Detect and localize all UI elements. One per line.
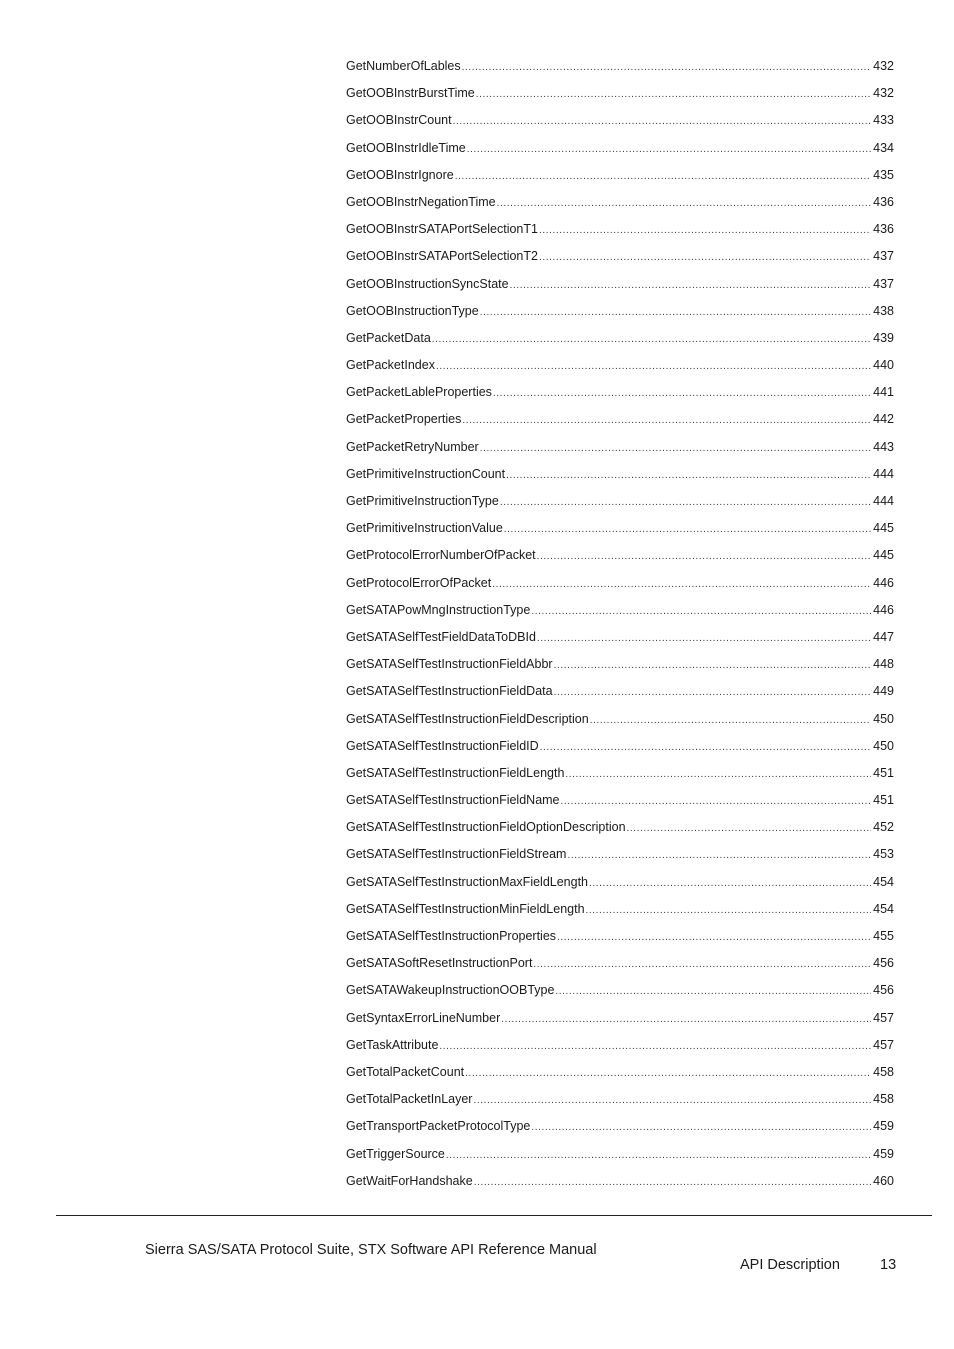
toc-entry[interactable] — [346, 599, 894, 626]
toc-entry-label[interactable]: GetProtocolErrorOfPacket — [346, 575, 492, 590]
toc-dot-leader — [497, 193, 872, 215]
toc-entry[interactable] — [346, 109, 894, 136]
toc-entry[interactable] — [346, 843, 894, 870]
toc-entry-label[interactable]: GetOOBInstrNegationTime — [346, 194, 496, 209]
toc-entry[interactable] — [346, 327, 894, 354]
toc-dot-leader — [453, 111, 872, 133]
toc-entry[interactable] — [346, 1061, 894, 1088]
toc-dot-leader — [439, 1036, 871, 1058]
toc-entry[interactable] — [346, 1143, 894, 1170]
toc-entry-label[interactable]: GetTaskAttribute — [346, 1037, 439, 1052]
toc-entry[interactable] — [346, 218, 894, 245]
toc-entry-label[interactable]: GetSATASelfTestInstructionFieldOptionDescription — [346, 820, 626, 835]
toc-entry-page-number[interactable]: 445 — [873, 548, 894, 563]
toc-entry-page-number[interactable]: 444 — [873, 466, 894, 481]
toc-dot-leader — [432, 329, 871, 351]
toc-dot-leader — [476, 84, 871, 106]
toc-entry[interactable] — [346, 1007, 894, 1034]
toc-entry-page-number[interactable]: 457 — [873, 1037, 894, 1052]
toc-entry-page-number[interactable]: 432 — [873, 86, 894, 101]
toc-entry-label[interactable]: GetTriggerSource — [346, 1146, 445, 1161]
toc-dot-leader — [455, 166, 871, 188]
toc-entry-label[interactable]: GetSATASelfTestInstructionFieldStream — [346, 847, 567, 862]
toc-entry[interactable] — [346, 898, 894, 925]
toc-entry-page-number[interactable]: 432 — [873, 59, 894, 73]
toc-entry-label[interactable]: GetPrimitiveInstructionType — [346, 494, 499, 508]
toc-entry-label[interactable]: GetOOBInstrIdleTime — [346, 140, 466, 155]
toc-entry-label[interactable]: GetProtocolErrorNumberOfPacket — [346, 548, 536, 563]
toc-entry-page-number[interactable]: 445 — [873, 521, 894, 536]
toc-dot-leader — [436, 356, 871, 378]
toc-entry[interactable] — [346, 708, 894, 735]
toc-entry[interactable] — [346, 137, 894, 164]
toc-entry-page-number[interactable]: 433 — [873, 113, 894, 128]
toc-dot-leader — [537, 546, 871, 568]
toc-entry-page-number[interactable]: 454 — [873, 874, 894, 889]
toc-entry-page-number[interactable]: 437 — [873, 276, 894, 291]
toc-entry-label[interactable]: GetSATASelfTestInstructionFieldData — [346, 684, 553, 699]
toc-entry[interactable] — [346, 1170, 894, 1197]
toc-dot-leader — [590, 710, 871, 732]
toc-dot-leader — [474, 1172, 871, 1194]
toc-dot-leader — [492, 574, 871, 596]
toc-entry[interactable] — [346, 572, 894, 599]
toc-dot-leader — [506, 465, 871, 487]
toc-entry-page-number[interactable]: 447 — [873, 629, 894, 644]
toc-entry-page-number[interactable]: 442 — [873, 412, 894, 427]
toc-dot-leader — [565, 764, 871, 786]
toc-entry-label[interactable]: GetTotalPacketCount — [346, 1064, 465, 1079]
toc-entry-label[interactable]: GetPrimitiveInstructionCount — [346, 466, 506, 481]
toc-entry-page-number[interactable]: 460 — [873, 1173, 894, 1188]
toc-entry-label[interactable]: GetOOBInstrSATAPortSelectionT1 — [346, 222, 538, 237]
footer-section-name: API Description — [740, 1257, 840, 1273]
toc-entry-page-number[interactable]: 458 — [873, 1092, 894, 1107]
toc-entry-page-number[interactable]: 440 — [873, 358, 894, 373]
toc-entry[interactable] — [346, 517, 894, 544]
toc-entry[interactable] — [346, 300, 894, 327]
toc-entry-page-number[interactable]: 441 — [873, 385, 894, 400]
toc-entry-page-number[interactable]: 446 — [873, 575, 894, 590]
toc-entry-page-number[interactable]: 454 — [873, 901, 894, 916]
toc-entry-page-number[interactable]: 434 — [873, 140, 894, 155]
toc-entry-page-number[interactable]: 436 — [873, 194, 894, 209]
toc-entry-page-number[interactable]: 451 — [873, 793, 894, 808]
toc-dot-leader — [531, 601, 871, 623]
toc-entry-label[interactable]: GetSyntaxErrorLineNumber — [346, 1010, 501, 1025]
toc-entry[interactable] — [346, 762, 894, 789]
toc-entry-page-number[interactable]: 459 — [873, 1146, 894, 1161]
toc-dot-leader — [480, 438, 871, 460]
footer-divider — [56, 1215, 932, 1216]
toc-dot-leader — [537, 628, 871, 650]
toc-dot-leader — [500, 492, 871, 514]
table-of-contents — [346, 55, 894, 1197]
toc-dot-leader — [531, 1117, 871, 1139]
toc-entry[interactable] — [346, 653, 894, 680]
toc-entry[interactable] — [346, 1115, 894, 1142]
toc-entry-page-number[interactable]: 451 — [873, 765, 894, 780]
toc-dot-leader — [473, 1090, 871, 1112]
toc-entry[interactable] — [346, 164, 894, 191]
toc-entry-page-number[interactable]: 457 — [873, 1010, 894, 1025]
footer-page-number: 13 — [880, 1257, 897, 1273]
toc-dot-leader — [465, 1063, 871, 1085]
toc-entry[interactable] — [346, 544, 894, 571]
toc-entry-label[interactable]: GetSATASelfTestInstructionProperties — [346, 929, 557, 943]
toc-entry-page-number[interactable]: 455 — [873, 929, 894, 943]
toc-entry-label[interactable]: GetPacketData — [346, 330, 431, 345]
toc-dot-leader — [480, 302, 871, 324]
toc-entry[interactable] — [346, 1034, 894, 1061]
toc-entry-label[interactable]: GetSATASelfTestInstructionMaxFieldLength — [346, 874, 589, 889]
toc-entry-label[interactable]: GetOOBInstructionSyncState — [346, 276, 509, 291]
toc-entry[interactable] — [346, 816, 894, 843]
toc-entry-label[interactable]: GetSATASelfTestInstructionFieldDescription — [346, 711, 589, 726]
toc-entry[interactable] — [346, 191, 894, 218]
footer-document-title: Sierra SAS/SATA Protocol Suite, STX Software API Reference Manual — [145, 1242, 597, 1258]
toc-dot-leader — [446, 1145, 871, 1167]
toc-entry-page-number[interactable]: 458 — [873, 1064, 894, 1079]
toc-entry-page-number[interactable]: 436 — [873, 222, 894, 237]
toc-entry-page-number[interactable]: 450 — [873, 738, 894, 753]
toc-entry[interactable] — [346, 354, 894, 381]
toc-entry-label[interactable]: GetSATASoftResetInstructionPort — [346, 956, 533, 971]
toc-entry[interactable] — [346, 952, 894, 979]
toc-dot-leader — [493, 383, 871, 405]
toc-dot-leader — [539, 247, 871, 269]
toc-entry-label[interactable]: GetTotalPacketInLayer — [346, 1092, 473, 1107]
toc-entry-label[interactable]: GetSATAWakeupInstructionOOBType — [346, 983, 555, 998]
toc-entry-page-number[interactable]: 448 — [873, 657, 894, 672]
toc-entry[interactable] — [346, 273, 894, 300]
toc-entry[interactable] — [346, 436, 894, 463]
toc-entry-label[interactable]: GetSATASelfTestInstructionFieldLength — [346, 765, 565, 780]
toc-entry-label[interactable]: GetOOBInstrCount — [346, 113, 452, 128]
toc-entry-page-number[interactable]: 439 — [873, 330, 894, 345]
toc-entry-page-number[interactable]: 453 — [873, 847, 894, 862]
toc-dot-leader — [462, 410, 871, 432]
toc-entry-label[interactable]: GetTransportPacketProtocolType — [346, 1119, 531, 1134]
toc-dot-leader — [589, 873, 871, 895]
toc-dot-leader — [533, 954, 871, 976]
toc-entry[interactable] — [346, 871, 894, 898]
toc-entry-page-number[interactable]: 435 — [873, 167, 894, 182]
toc-entry-label[interactable]: GetSATASelfTestFieldDataToDBId — [346, 629, 536, 644]
toc-entry-label[interactable]: GetPacketRetryNumber — [346, 439, 479, 454]
toc-dot-leader — [539, 220, 871, 242]
toc-dot-leader — [554, 655, 872, 677]
toc-dot-leader — [504, 519, 871, 541]
toc-dot-leader — [501, 1009, 871, 1031]
toc-entry-page-number[interactable]: 449 — [873, 684, 894, 699]
toc-dot-leader — [554, 682, 872, 704]
toc-entry-page-number[interactable]: 443 — [873, 439, 894, 454]
toc-entry[interactable] — [346, 463, 894, 490]
toc-entry[interactable] — [346, 381, 894, 408]
toc-entry-label[interactable]: GetWaitForHandshake — [346, 1173, 473, 1188]
toc-entry[interactable] — [346, 925, 894, 952]
toc-dot-leader — [467, 139, 871, 161]
toc-dot-leader — [540, 737, 871, 759]
toc-entry[interactable] — [346, 245, 894, 272]
toc-dot-leader — [567, 845, 871, 867]
toc-entry[interactable] — [346, 55, 894, 82]
toc-entry[interactable] — [346, 789, 894, 816]
toc-entry[interactable] — [346, 735, 894, 762]
toc-entry-label[interactable]: GetSATASelfTestInstructionFieldID — [346, 738, 539, 753]
toc-dot-leader — [627, 818, 872, 840]
toc-entry-page-number[interactable]: 444 — [873, 494, 894, 508]
toc-entry-page-number[interactable]: 450 — [873, 711, 894, 726]
toc-entry-label[interactable]: GetSATASelfTestInstructionFieldAbbr — [346, 657, 553, 672]
toc-dot-leader — [555, 981, 871, 1003]
toc-entry-page-number[interactable]: 437 — [873, 249, 894, 264]
toc-entry[interactable] — [346, 979, 894, 1006]
toc-entry[interactable] — [346, 1088, 894, 1115]
toc-entry-page-number[interactable]: 452 — [873, 820, 894, 835]
toc-entry-label[interactable]: GetOOBInstructionType — [346, 303, 479, 318]
toc-entry-page-number[interactable]: 456 — [873, 983, 894, 998]
toc-entry-label[interactable]: GetSATASelfTestInstructionFieldName — [346, 793, 560, 808]
toc-entry-label[interactable]: GetOOBInstrSATAPortSelectionT2 — [346, 249, 538, 264]
toc-entry-label[interactable]: GetPrimitiveInstructionValue — [346, 521, 503, 536]
toc-entry-label[interactable]: GetOOBInstrBurstTime — [346, 86, 475, 101]
toc-entry[interactable] — [346, 490, 894, 517]
toc-dot-leader — [557, 927, 871, 949]
toc-entry-label[interactable]: GetOOBInstrIgnore — [346, 167, 454, 182]
toc-entry-page-number[interactable]: 456 — [873, 956, 894, 971]
toc-entry[interactable] — [346, 82, 894, 109]
toc-dot-leader — [586, 900, 872, 922]
toc-dot-leader — [510, 275, 872, 297]
toc-entry-label[interactable]: GetSATAPowMngInstructionType — [346, 602, 531, 617]
toc-entry[interactable] — [346, 408, 894, 435]
toc-entry[interactable] — [346, 626, 894, 653]
toc-entry-label[interactable]: GetNumberOfLables — [346, 59, 461, 73]
toc-entry-label[interactable]: GetPacketIndex — [346, 358, 435, 373]
toc-entry-page-number[interactable]: 438 — [873, 303, 894, 318]
toc-entry-label[interactable]: GetPacketLableProperties — [346, 385, 492, 400]
toc-dot-leader — [462, 57, 872, 79]
toc-entry[interactable] — [346, 680, 894, 707]
toc-entry-label[interactable]: GetSATASelfTestInstructionMinFieldLength — [346, 901, 585, 916]
toc-dot-leader — [561, 791, 872, 813]
toc-entry-label[interactable]: GetPacketProperties — [346, 412, 462, 427]
toc-entry-page-number[interactable]: 446 — [873, 602, 894, 617]
toc-entry-page-number[interactable]: 459 — [873, 1119, 894, 1134]
